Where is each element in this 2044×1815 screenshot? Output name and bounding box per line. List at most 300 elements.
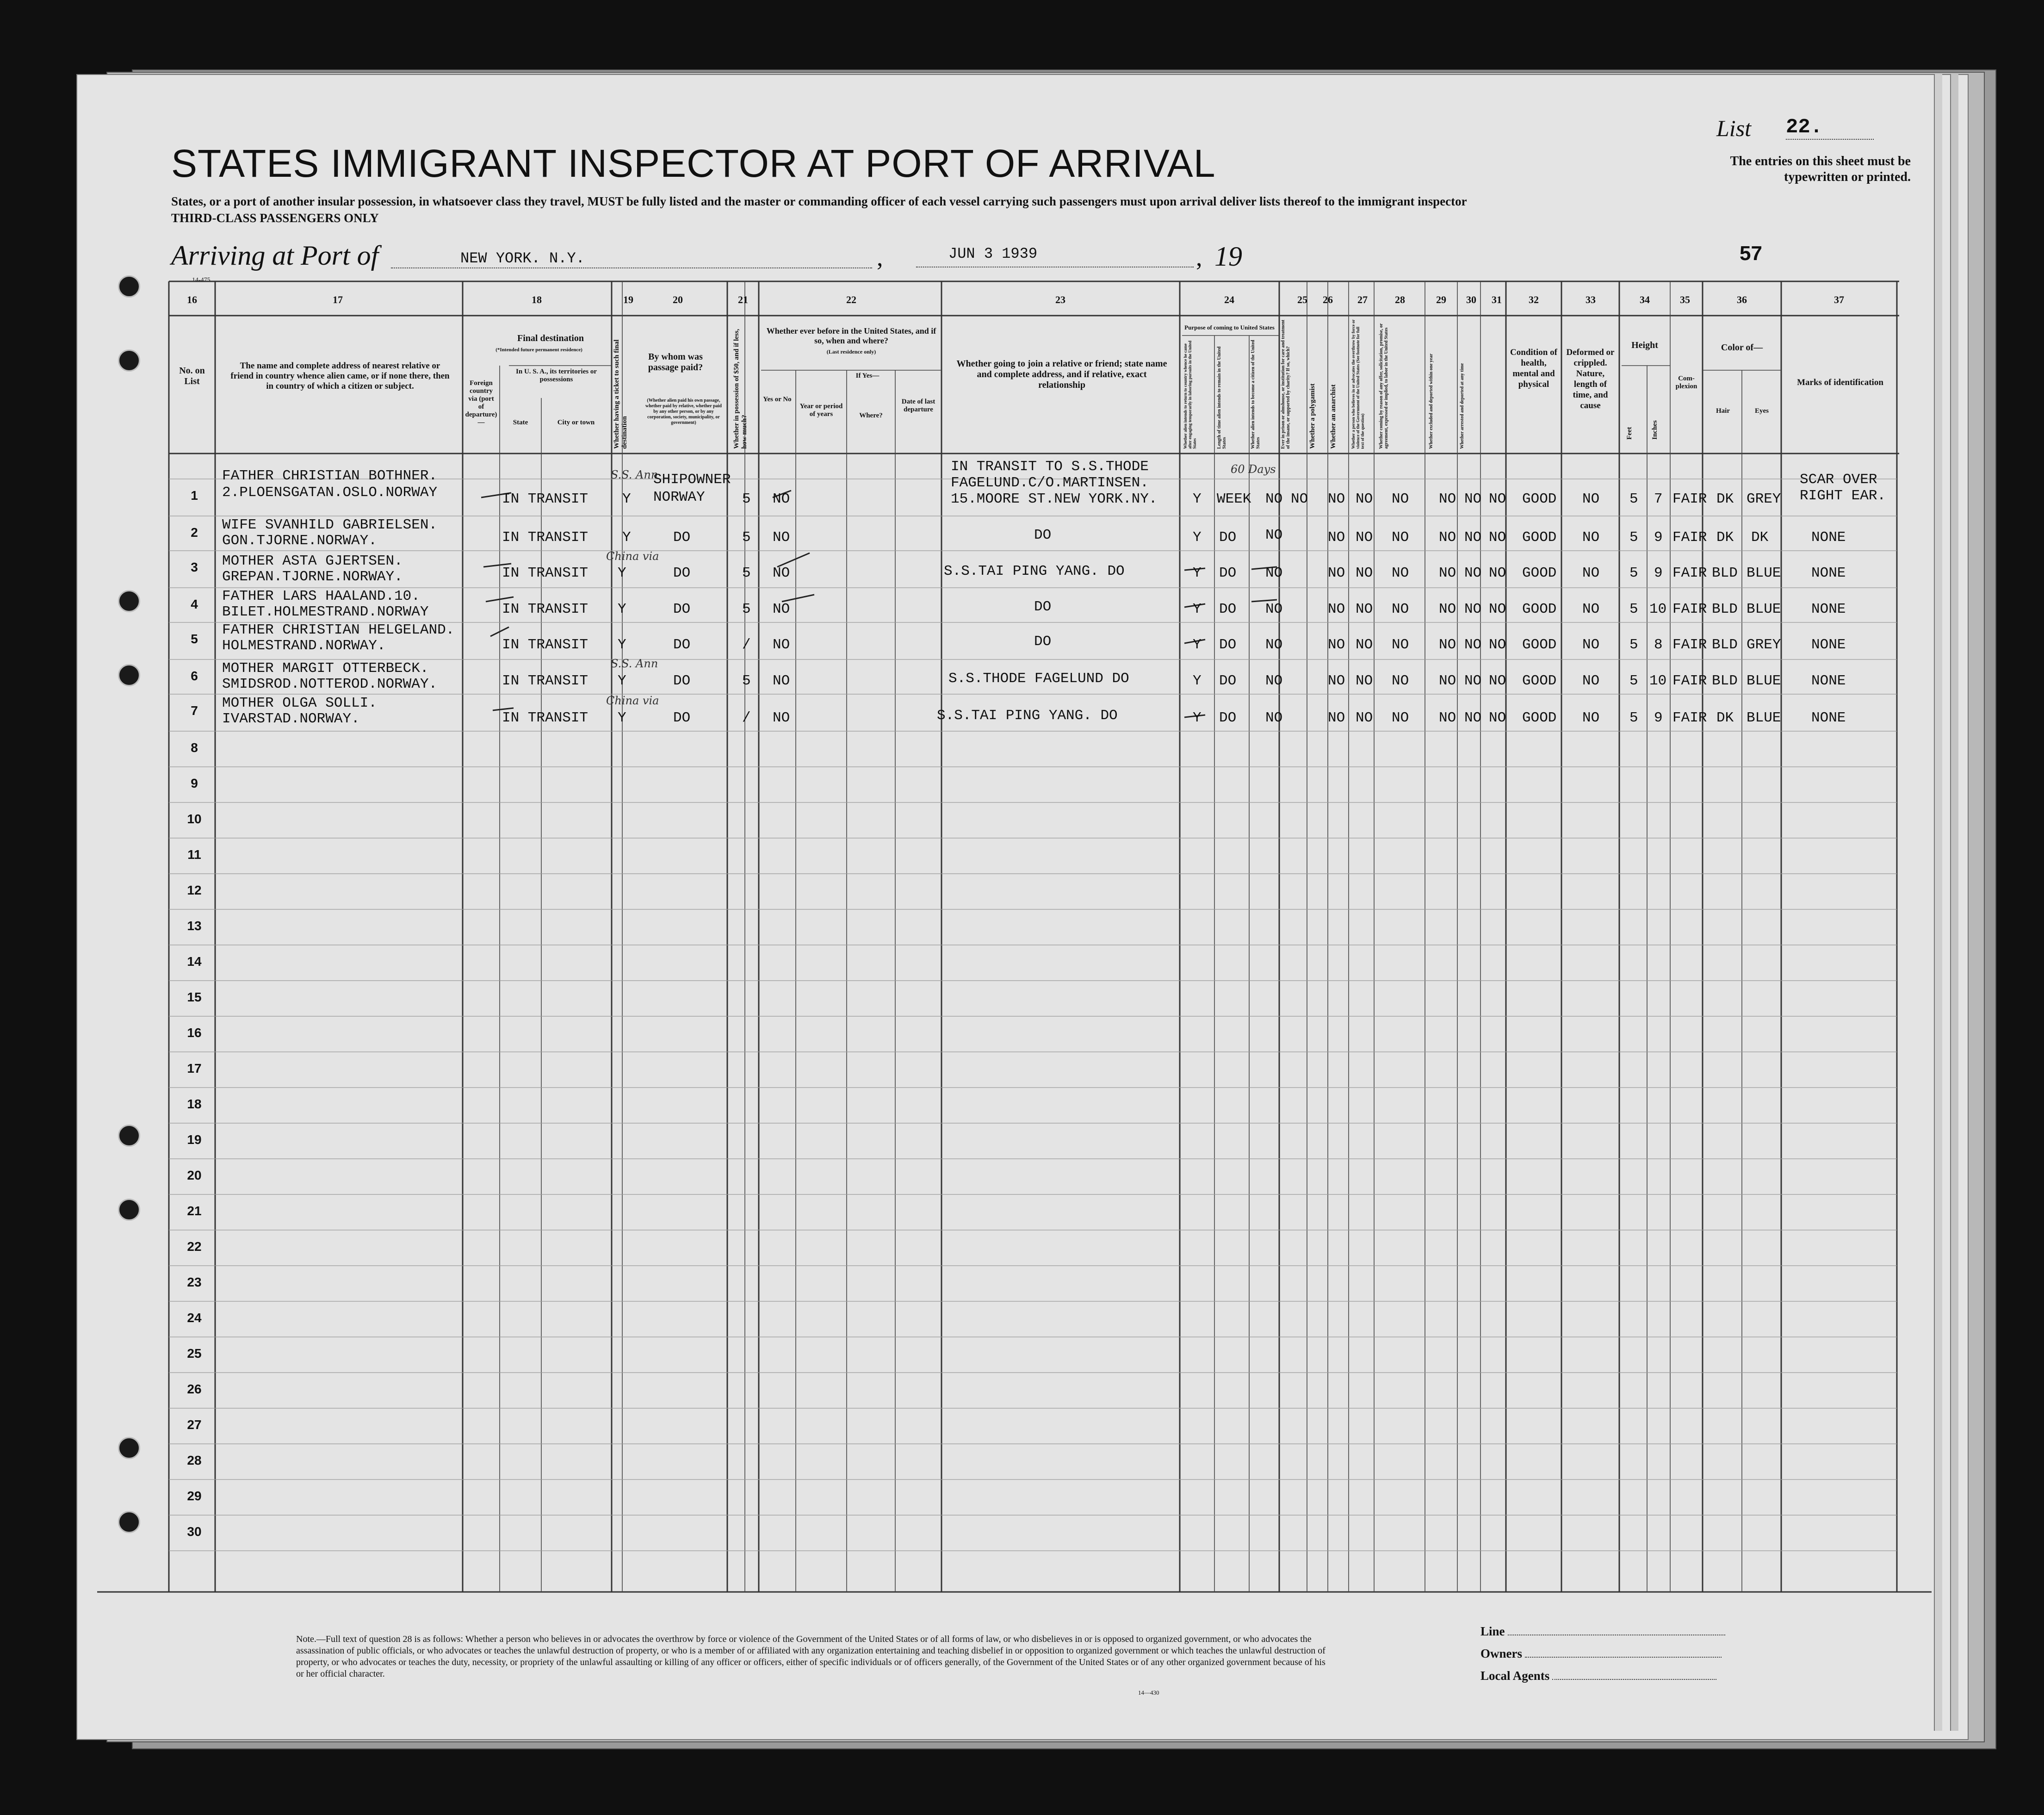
arrested: NO (1489, 601, 1506, 617)
arrested: NO (1489, 565, 1506, 581)
joining: S.S.THODE FAGELUND DO (948, 671, 1129, 687)
sheet-note: The entries on this sheet must be typewritten or printed. (1730, 154, 1911, 184)
row-number: 10 (187, 812, 202, 826)
paid-by: DO (673, 637, 691, 653)
destination: IN TRANSIT (502, 710, 588, 726)
deformed: NO (1582, 673, 1600, 689)
purpose-return: Y (1193, 491, 1202, 507)
height-inches: 9 (1654, 529, 1663, 546)
port-field: NEW YORK. N.Y. (391, 250, 872, 268)
footnote-form-code: 14—430 (1138, 1689, 1159, 1696)
ticket: Y (618, 637, 626, 653)
height-feet: 5 (1629, 565, 1638, 581)
row-number: 14 (187, 954, 202, 969)
before-us: NO (773, 529, 790, 546)
complexion: FAIR (1672, 529, 1707, 546)
purpose-length: DO (1219, 601, 1237, 617)
offer: NO (1439, 565, 1456, 581)
deformed: NO (1582, 601, 1600, 617)
header-ticket: Whether having a ticket to such final destination (613, 339, 628, 449)
money: 5 (742, 673, 751, 689)
paid-by-line2: NORWAY (653, 489, 705, 505)
row-number: 16 (187, 1026, 202, 1040)
row-number: 28 (187, 1453, 202, 1467)
paid-by: DO (673, 673, 691, 689)
agents-blank (1552, 1679, 1716, 1680)
offer: NO (1439, 710, 1456, 726)
paid-by: DO (673, 710, 691, 726)
agents-field (1480, 1669, 1716, 1683)
year-label: 19 (1214, 241, 1242, 272)
health: GOOD (1522, 637, 1557, 653)
row-number: 3 (191, 560, 198, 574)
owners-blank (1525, 1657, 1722, 1658)
ticket: Y (622, 491, 631, 507)
header-color-of: Color of— (1721, 342, 1763, 353)
joining: DO (1034, 634, 1052, 650)
overthrow: NO (1392, 601, 1409, 617)
row-number: 1 (191, 488, 198, 503)
column-number: 26 (1323, 294, 1333, 305)
excluded: NO (1464, 710, 1482, 726)
polygamist: NO (1328, 710, 1345, 726)
offer: NO (1439, 491, 1456, 507)
column-number: 33 (1586, 294, 1596, 305)
paid-by: SHIPOWNER (653, 472, 731, 488)
paid-by: DO (673, 565, 691, 581)
height-inches: 7 (1654, 491, 1663, 507)
purpose-length: DO (1219, 673, 1237, 689)
column-number: 31 (1492, 294, 1502, 305)
relative-address: 2.PLOENSGATAN.OSLO.NORWAY (222, 485, 438, 501)
complexion: FAIR (1672, 673, 1707, 689)
arrested: NO (1489, 529, 1506, 546)
relative-name: WIFE SVANHILD GABRIELSEN. (222, 517, 438, 533)
money: 5 (742, 601, 751, 617)
header-state: State (513, 419, 528, 426)
purpose-citizen: NO (1265, 565, 1283, 581)
header-where: Where? (859, 412, 883, 419)
relative-name: FATHER CHRISTIAN BOTHNER. (222, 468, 438, 484)
before-us: NO (773, 491, 790, 507)
header-condition: Condition of health, mental and physical (1510, 348, 1557, 389)
column-number: 19 (623, 294, 633, 305)
header-foreign-country: Foreign country via (port of departure)— (465, 379, 497, 426)
height-feet: 5 (1629, 637, 1638, 653)
column-number: 29 (1436, 294, 1446, 305)
column-number: 24 (1224, 294, 1234, 305)
line-label: Line (1480, 1624, 1505, 1638)
overthrow: NO (1392, 637, 1409, 653)
row-number: 5 (191, 632, 198, 646)
height-feet: 5 (1629, 710, 1638, 726)
page-number: 57 (1740, 242, 1762, 265)
complexion: FAIR (1672, 637, 1707, 653)
comma: , (877, 243, 883, 271)
excluded: NO (1464, 565, 1482, 581)
destination: IN TRANSIT (502, 673, 588, 689)
row-number: 8 (191, 740, 198, 755)
eyes: DK (1751, 529, 1769, 546)
offer: NO (1439, 529, 1456, 546)
hair: DK (1716, 710, 1734, 726)
column-number: 20 (673, 294, 683, 305)
column-number: 18 (532, 294, 542, 305)
hair: DK (1716, 529, 1734, 546)
purpose-length: WEEK (1217, 491, 1251, 507)
column-number: 21 (738, 294, 748, 305)
header-final-destination-note: (*Intended future permanent residence) (496, 347, 582, 353)
row-number: 26 (187, 1382, 202, 1396)
deformed: NO (1582, 637, 1600, 653)
row-number: 20 (187, 1168, 202, 1182)
header-marks: Marks of identification (1797, 378, 1883, 387)
before-us: NO (773, 673, 790, 689)
overthrow: NO (1392, 710, 1409, 726)
destination: IN TRANSIT (502, 491, 588, 507)
height-feet: 5 (1629, 673, 1638, 689)
header-in-usa: In U. S. A., its territories or possessions (516, 368, 597, 383)
hair: BLD (1712, 565, 1738, 581)
prison: NO (1291, 491, 1308, 507)
purpose-length: DO (1219, 529, 1237, 546)
column-number: 16 (187, 294, 197, 305)
header-money: Whether in possession of $50, and if less, how much? (733, 329, 748, 449)
polygamist: NO (1328, 673, 1345, 689)
height-feet: 5 (1629, 529, 1638, 546)
header-city: City or town (557, 419, 595, 426)
complexion: FAIR (1672, 565, 1707, 581)
ticket: Y (618, 601, 626, 617)
deformed: NO (1582, 491, 1600, 507)
polygamist: NO (1328, 491, 1345, 507)
destination: IN TRANSIT (502, 601, 588, 617)
header-hair: Hair (1716, 407, 1730, 415)
footnote: Note.—Full text of question 28 is as follows: Whether a person who believes in or advocates the overthrow by force or violence of the Government of the United States or of all forms of law, or who disbelieves in or is opposed to organized government, or who advocates the assassination of public officials, or who advocates or teaches the unlawful destruction of property, or who is a member of or affiliated with any organization entertaining and teaching disbelief in or opposition to organized government or which teaches the unlawful destruction of property, or who advocates or teaches the duty, necessity, or propriety of the unlawful assaulting or killing of any officer or officers, either of specific individuals or of officers generally, of the Government of the United States or of any other organized government because of his or her official character. (296, 1634, 1326, 1679)
joining: DO (1034, 599, 1052, 615)
purpose-citizen: NO (1265, 637, 1283, 653)
column-number: 28 (1395, 294, 1405, 305)
column-number: 35 (1680, 294, 1690, 305)
eyes: GREY (1747, 491, 1781, 507)
polygamist: NO (1328, 529, 1345, 546)
money: 5 (742, 565, 751, 581)
offer: NO (1439, 673, 1456, 689)
marks: NONE (1811, 529, 1846, 546)
health: GOOD (1522, 710, 1557, 726)
destination: IN TRANSIT (502, 565, 588, 581)
passenger-class: THIRD-CLASS PASSENGERS ONLY (171, 211, 379, 225)
overthrow: NO (1392, 491, 1409, 507)
header-purpose-b: Length of time alien intends to remain in the United States (1217, 346, 1227, 449)
ticket: Y (618, 565, 626, 581)
purpose-citizen: NO (1265, 527, 1283, 543)
row-number: 15 (187, 990, 202, 1004)
column-number: 17 (333, 294, 343, 305)
purpose-citizen: NO (1265, 491, 1283, 507)
marks-line2: RIGHT EAR. (1800, 488, 1886, 504)
handwritten-note: S.S. Ann (611, 657, 658, 670)
anarchist: NO (1356, 565, 1373, 581)
arrested: NO (1489, 710, 1506, 726)
ticket: Y (618, 710, 626, 726)
header-relative-abroad: The name and complete address of nearest relative or friend in country whence alien came, or if none there, then in country of which a citizen or subject. (230, 361, 450, 391)
joining: DO (1034, 527, 1052, 543)
overthrow: NO (1392, 529, 1409, 546)
relative-address: BILET.HOLMESTRAND.NORWAY (222, 604, 429, 620)
relative-name: MOTHER OLGA SOLLI. (222, 695, 377, 711)
health: GOOD (1522, 529, 1557, 546)
row-number: 7 (191, 703, 198, 718)
eyes: BLUE (1747, 565, 1781, 581)
header-height: Height (1631, 340, 1658, 350)
joining: S.S.TAI PING YANG. DO (937, 708, 1118, 724)
column-number: 37 (1834, 294, 1844, 305)
row-number: 18 (187, 1097, 202, 1111)
header-joining: Whether going to join a relative or friend; state name and complete address, and if relative, exact relationship (956, 359, 1167, 390)
hair: BLD (1712, 637, 1738, 653)
relative-name: FATHER CHRISTIAN HELGELAND. (222, 622, 455, 638)
column-number: 32 (1529, 294, 1539, 305)
height-inches: 9 (1654, 565, 1663, 581)
marks: NONE (1811, 565, 1846, 581)
height-feet: 5 (1629, 491, 1638, 507)
excluded: NO (1464, 491, 1482, 507)
header-anarchist: Whether an anarchist (1330, 384, 1337, 449)
column-number: 30 (1466, 294, 1476, 305)
arrested: NO (1489, 637, 1506, 653)
header-if-yes: If Yes— (855, 372, 880, 379)
deformed: NO (1582, 710, 1600, 726)
joining-line3: 15.MOORE ST.NEW YORK.NY. (951, 491, 1158, 507)
header-paid-by: By whom was passage paid? (648, 352, 703, 373)
column-number: 23 (1055, 294, 1065, 305)
row-number: 11 (187, 847, 201, 862)
list-number: 22. (1786, 116, 1874, 140)
purpose-return: Y (1193, 601, 1202, 617)
header-yes-no: Yes or No (763, 396, 792, 403)
header-eyes: Eyes (1755, 407, 1769, 415)
anarchist: NO (1356, 601, 1373, 617)
handwritten-note: S.S. Ann (611, 468, 658, 481)
agents-label: Local Agents (1480, 1669, 1550, 1683)
header-inches: Inches (1651, 420, 1659, 440)
hair: BLD (1712, 601, 1738, 617)
header-polygamist: Whether a polygamist (1309, 383, 1316, 449)
health: GOOD (1522, 565, 1557, 581)
header-complexion: Com-plexion (1675, 375, 1697, 390)
deformed: NO (1582, 565, 1600, 581)
paid-by: DO (673, 601, 691, 617)
height-feet: 5 (1629, 601, 1638, 617)
row-number: 19 (187, 1132, 202, 1147)
destination: IN TRANSIT (502, 637, 588, 653)
ticket: Y (618, 673, 626, 689)
row-number: 29 (187, 1489, 202, 1503)
relative-address: GON.TJORNE.NORWAY. (222, 533, 377, 549)
comma: , (1196, 243, 1202, 271)
row-number: 4 (191, 597, 198, 611)
relative-name: MOTHER ASTA GJERTSEN. (222, 553, 403, 569)
joining-line2: FAGELUND.C/O.MARTINSEN. (951, 475, 1149, 491)
money: / (742, 637, 751, 653)
row-number: 12 (187, 883, 202, 897)
height-inches: 10 (1649, 673, 1667, 689)
joining: S.S.TAI PING YANG. DO (944, 563, 1125, 579)
header-overthrow: Whether a person who believes in or advocates the overthrow by force or violence of the Government of the United States (See footnote for full text of the question) (1351, 319, 1365, 449)
height-inches: 9 (1654, 710, 1663, 726)
before-us: NO (773, 710, 790, 726)
arrested: NO (1489, 673, 1506, 689)
purpose-length: DO (1219, 637, 1237, 653)
purpose-citizen: NO (1265, 673, 1283, 689)
overthrow: NO (1392, 673, 1409, 689)
marks: NONE (1811, 673, 1846, 689)
health: GOOD (1522, 491, 1557, 507)
form-number: 14-475 (192, 277, 211, 284)
relative-name: MOTHER MARGIT OTTERBECK. (222, 660, 429, 677)
purpose-length: DO (1219, 710, 1237, 726)
header-deformed: Deformed or crippled. Nature, length of time, and cause (1566, 348, 1615, 410)
row-number: 27 (187, 1417, 202, 1432)
header-arrested: Whether arrested and deported at any time (1460, 363, 1465, 449)
excluded: NO (1464, 637, 1482, 653)
eyes: BLUE (1747, 673, 1781, 689)
deformed: NO (1582, 529, 1600, 546)
relative-address: GREPAN.TJORNE.NORWAY. (222, 569, 403, 585)
money: 5 (742, 529, 751, 546)
joining: IN TRANSIT TO S.S.THODE (951, 459, 1149, 475)
marks: SCAR OVER (1800, 472, 1877, 488)
arrested: NO (1489, 491, 1506, 507)
before-us: NO (773, 601, 790, 617)
height-inches: 10 (1649, 601, 1667, 617)
subtitle: States, or a port of another insular possession, in whatsoever class they travel, MUST be fully listed and the master or commanding officer of each vessel carrying such passengers must upon arrival deliver lists thereof to the immigrant inspector (171, 194, 1467, 208)
header-purpose: Purpose of coming to United States (1184, 324, 1275, 331)
row-number: 21 (187, 1204, 202, 1218)
hair: BLD (1712, 673, 1738, 689)
header-departure: Date of last departure (901, 398, 935, 413)
owners-label: Owners (1480, 1647, 1522, 1660)
row-number: 25 (187, 1346, 202, 1361)
ticket: Y (622, 529, 631, 546)
column-number: 27 (1357, 294, 1368, 305)
column-number: 36 (1737, 294, 1747, 305)
paid-by: DO (673, 529, 691, 546)
row-number: 24 (187, 1311, 202, 1325)
handwritten-note: China via (606, 694, 659, 707)
relative-address: SMIDSROD.NOTTEROD.NORWAY. (222, 676, 438, 692)
header-offer: Whether coming by reason of any offer, solicitation, promise, or agreement, expressed or implied, to labor in the United States (1379, 323, 1389, 449)
eyes: BLUE (1747, 601, 1781, 617)
health: GOOD (1522, 601, 1557, 617)
excluded: NO (1464, 529, 1482, 546)
offer: NO (1439, 601, 1456, 617)
date-field: JUN 3 1939 (916, 245, 1194, 267)
destination: IN TRANSIT (502, 529, 588, 546)
header-purpose-a: Whether alien intends to return to country whence he came after engaging temporarily in laboring pursuits in the United States (1183, 341, 1197, 449)
header-paid-by-note: (Whether alien paid his own passage, whether paid by relative, whether paid by any other person, or by any corporation, society, municipality, or government) (645, 398, 722, 425)
row-number: 30 (187, 1524, 202, 1539)
header-before-us-note: (Last residence only) (826, 348, 876, 355)
arriving-label: Arriving at Port of (171, 240, 379, 271)
complexion: FAIR (1672, 710, 1707, 726)
header-no-on-list: No. on List (179, 366, 205, 386)
column-number: 22 (846, 294, 856, 305)
header-excluded: Whether excluded and deported within one year (1429, 354, 1434, 449)
purpose-citizen: NO (1265, 601, 1283, 617)
anarchist: NO (1356, 491, 1373, 507)
complexion: FAIR (1672, 601, 1707, 617)
anarchist: NO (1356, 673, 1373, 689)
eyes: BLUE (1747, 710, 1781, 726)
marks: NONE (1811, 710, 1846, 726)
excluded: NO (1464, 601, 1482, 617)
header-period: Year or period of years (799, 403, 843, 418)
header-feet: Feet (1626, 427, 1633, 440)
relative-name: FATHER LARS HAALAND.10. (222, 588, 420, 604)
purpose-return: Y (1193, 529, 1202, 546)
anarchist: NO (1356, 529, 1373, 546)
polygamist: NO (1328, 565, 1345, 581)
line-field (1480, 1624, 1725, 1639)
eyes: GREY (1747, 637, 1781, 653)
before-us: NO (773, 565, 790, 581)
row-number: 17 (187, 1061, 202, 1075)
anarchist: NO (1356, 637, 1373, 653)
list-label: List (1716, 115, 1752, 141)
polygamist: NO (1328, 637, 1345, 653)
excluded: NO (1464, 673, 1482, 689)
column-number: 25 (1297, 294, 1307, 305)
purpose-return: Y (1193, 565, 1202, 581)
relative-address: IVARSTAD.NORWAY. (222, 711, 360, 727)
handwritten-note: 60 Days (1231, 463, 1276, 476)
height-inches: 8 (1654, 637, 1663, 653)
owners-field (1480, 1647, 1722, 1661)
row-number: 2 (191, 525, 198, 540)
row-number: 6 (191, 669, 198, 683)
money: 5 (742, 491, 751, 507)
marks: NONE (1811, 601, 1846, 617)
overthrow: NO (1392, 565, 1409, 581)
complexion: FAIR (1672, 491, 1707, 507)
row-number: 22 (187, 1239, 202, 1254)
purpose-return: Y (1193, 673, 1202, 689)
purpose-return: Y (1193, 637, 1202, 653)
polygamist: NO (1328, 601, 1345, 617)
purpose-citizen: NO (1265, 710, 1283, 726)
column-number: 34 (1640, 294, 1650, 305)
row-number: 23 (187, 1275, 202, 1289)
handwritten-note: China via (606, 550, 659, 563)
purpose-length: DO (1219, 565, 1237, 581)
health: GOOD (1522, 673, 1557, 689)
money: / (742, 710, 751, 726)
anarchist: NO (1356, 710, 1373, 726)
header-purpose-c: Whether alien intends to become a citizen of the United States (1251, 340, 1261, 449)
before-us: NO (773, 637, 790, 653)
offer: NO (1439, 637, 1456, 653)
page-title: STATES IMMIGRANT INSPECTOR AT PORT OF ARRIVAL (171, 142, 1216, 185)
header-prison: Ever in prison or almshouse, or institution for care and treatment of the insane, or supported by charity? If so, which? (1281, 319, 1291, 449)
relative-address: HOLMESTRAND.NORWAY. (222, 638, 386, 654)
header-before-us: Whether ever before in the United States, and if so, when and where? (766, 326, 936, 345)
marks: NONE (1811, 637, 1846, 653)
row-number: 9 (191, 776, 198, 790)
header-final-destination: Final destination (517, 333, 584, 343)
hair: DK (1716, 491, 1734, 507)
